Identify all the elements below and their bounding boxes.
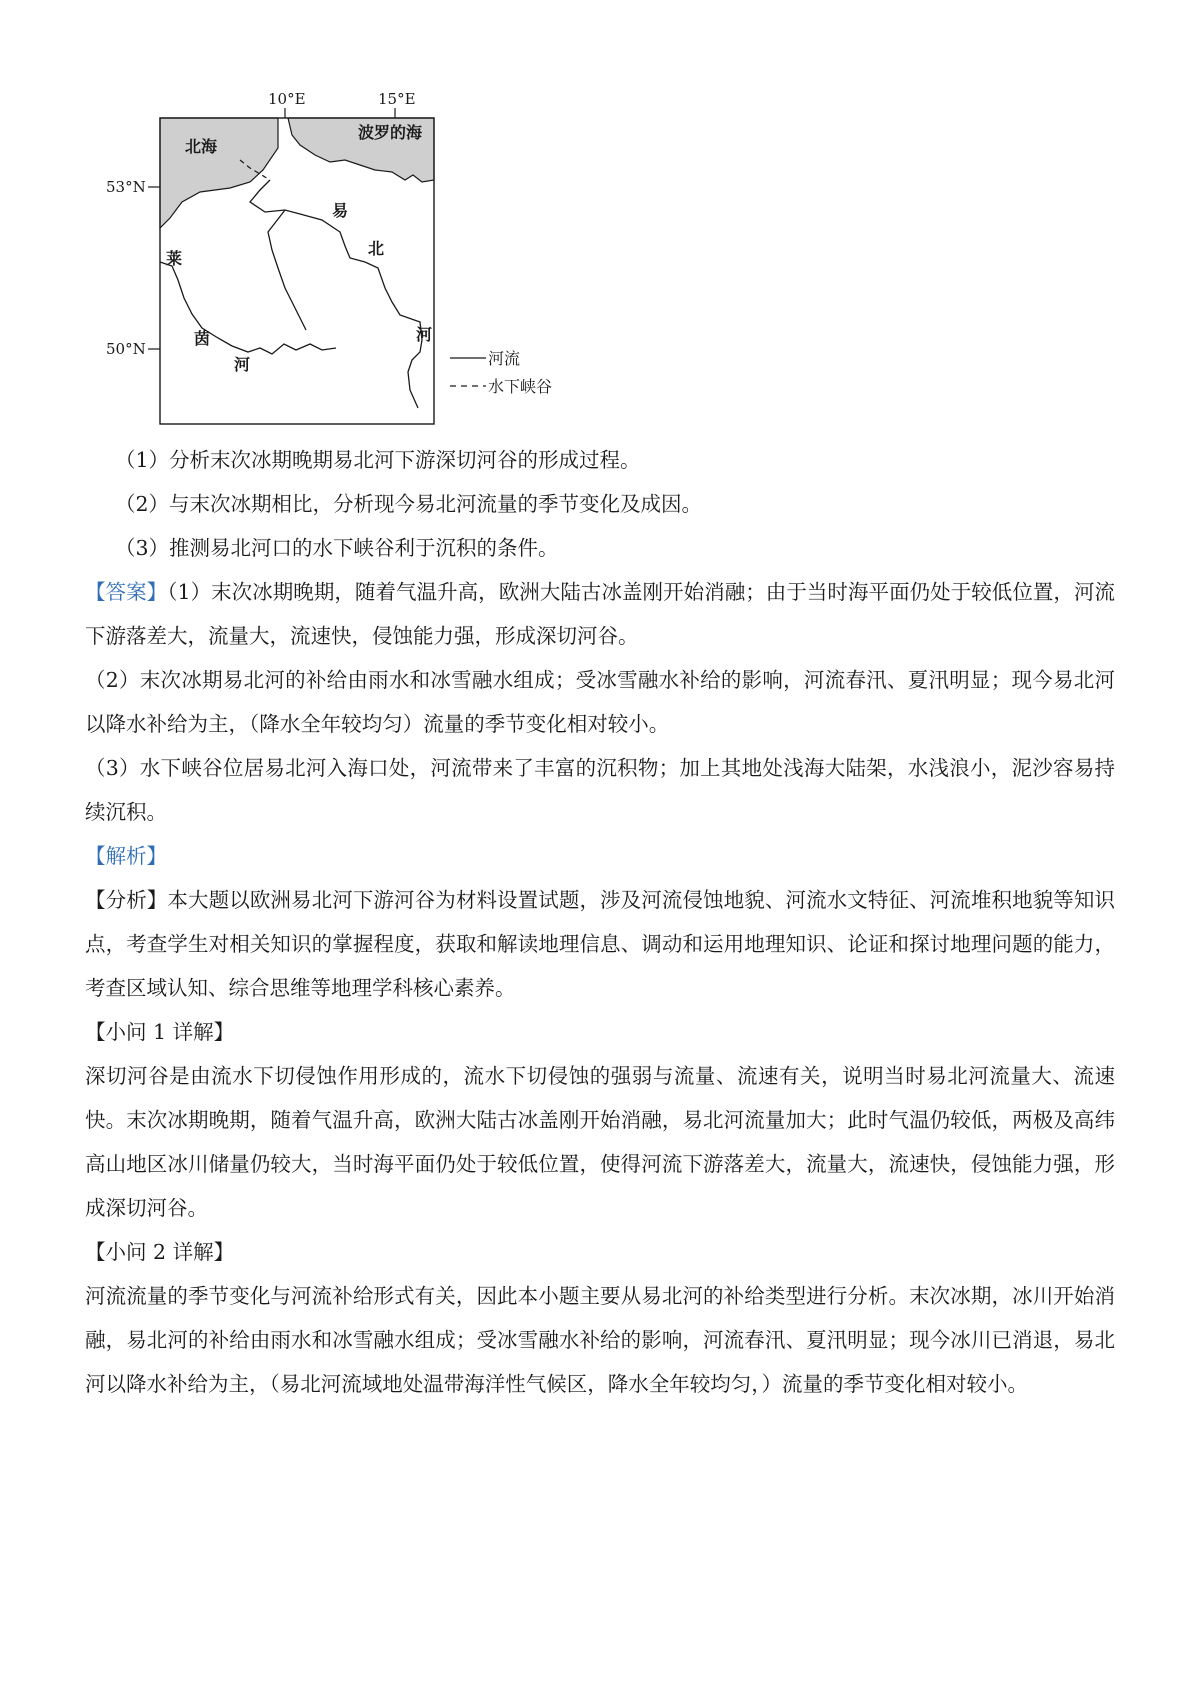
- analysis-block: [85, 834, 1115, 1406]
- elbe-label-1: 易: [332, 201, 349, 220]
- north-sea-area: [160, 118, 278, 228]
- rhine-label-3: 河: [234, 355, 251, 374]
- question-3: （3）推测易北河口的水下峡谷利于沉积的条件。: [115, 536, 559, 560]
- legend-canyon-label: 水下峡谷: [488, 377, 553, 396]
- map-svg: [100, 90, 620, 470]
- elbe-label-3: 河: [416, 325, 433, 344]
- north-sea-label: 北海: [185, 137, 218, 156]
- answer-part-2: （2）末次冰期易北河的补给由雨水和冰雪融水组成；受冰雪融水补给的影响，河流春汛、夏汛明显；现今易北河以降水补给为主，（降水全年较均匀）流量的季节变化相对较小。: [85, 668, 1115, 736]
- answer-block: [85, 570, 1115, 834]
- question-1: （1）分析末次冰期晚期易北河下游深切河谷的形成过程。: [115, 448, 641, 472]
- q1-detail-body: 深切河谷是由流水下切侵蚀作用形成的，流水下切侵蚀的强弱与流量、流速有关，说明当时易北河流量大、流速快。末次冰期晚期，随着气温升高，欧洲大陆古冰盖刚开始消融，易北河流量加大；此时气温仍较低，两极及高纬高山地区冰川储量仍较大，当时海平面仍处于较低位置，使得河流下游落差大，流量大，流速快，侵蚀能力强，形成深切河谷。: [85, 1064, 1115, 1220]
- answer-part-3: （3）水下峡谷位居易北河入海口处，河流带来了丰富的沉积物；加上其地处浅海大陆架，水浅浪小，泥沙容易持续沉积。: [85, 756, 1115, 824]
- lat-label-53n: 53°N: [106, 178, 146, 196]
- question-2: （2）与末次冰期相比，分析现今易北河流量的季节变化及成因。: [115, 492, 703, 516]
- q2-detail-title: 【小问 2 详解】: [85, 1240, 235, 1264]
- elbe-map-figure: [100, 90, 620, 470]
- rhine-label-2: 茵: [194, 329, 211, 348]
- answer-tag: 【答案】: [85, 580, 168, 604]
- elbe-tributary: [268, 210, 306, 330]
- elbe-label-2: 北: [368, 239, 385, 258]
- answer-part-1: [85, 570, 1115, 658]
- analysis-tag: 【解析】: [85, 844, 167, 868]
- rhine-river: [160, 262, 336, 354]
- answer-part-1-text: （1）末次冰期晚期，随着气温升高，欧洲大陆古冰盖刚开始消融；由于当时海平面仍处于较低位置，河流下游落差大，流量大，流速快，侵蚀能力强，形成深切河谷。: [85, 580, 1116, 648]
- lat-label-50n: 50°N: [106, 340, 146, 358]
- lon-label-15e: 15°E: [378, 90, 416, 108]
- baltic-sea-label: 波罗的海: [358, 123, 423, 142]
- lon-label-10e: 10°E: [268, 90, 306, 108]
- analysis-overview: 【分析】本大题以欧洲易北河下游河谷为材料设置试题，涉及河流侵蚀地貌、河流水文特征、河流堆积地貌等知识点，考查学生对相关知识的掌握程度，获取和解读地理信息、调动和运用地理知识、论证和探讨地理问题的能力，考查区域认知、综合思维等地理学科核心素养。: [85, 888, 1115, 1000]
- q1-detail-title: 【小问 1 详解】: [85, 1020, 235, 1044]
- rhine-label-1: 莱: [166, 249, 183, 268]
- q2-detail-body: 河流流量的季节变化与河流补给形式有关，因此本小题主要从易北河的补给类型进行分析。末次冰期，冰川开始消融，易北河的补给由雨水和冰雪融水组成；受冰雪融水补给的影响，河流春汛、夏汛明显；现今冰川已消退，易北河以降水补给为主，（易北河流域地处温带海洋性气候区，降水全年较均匀，）流量的季节变化相对较小。: [85, 1284, 1115, 1396]
- questions-block: [85, 438, 1115, 570]
- legend-river-label: 河流: [488, 349, 521, 368]
